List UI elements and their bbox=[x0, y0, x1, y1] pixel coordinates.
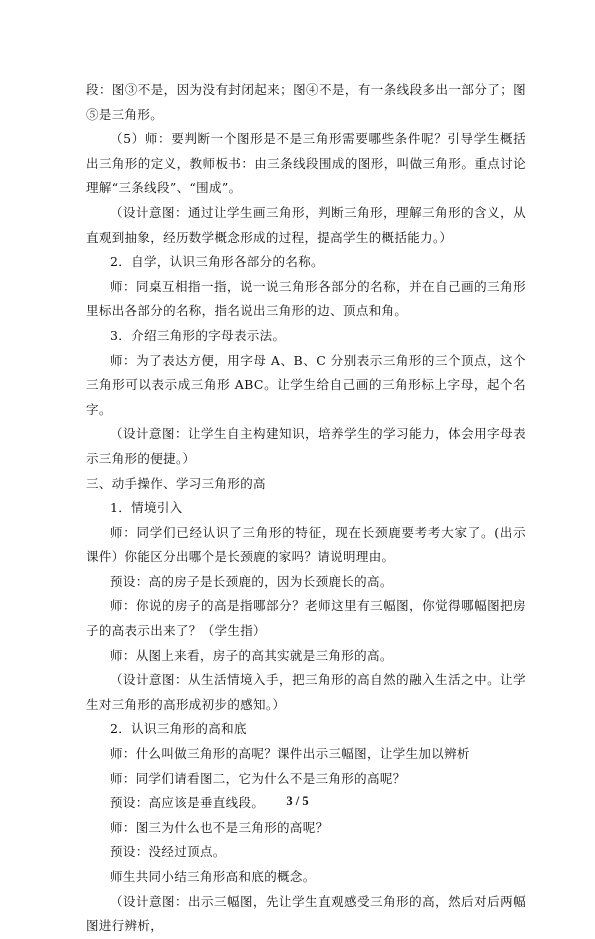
paragraph: （设计意图：让学生自主构建知识，培养学生的学习能力，体会用字母表示三角形的便捷。） bbox=[86, 426, 526, 466]
paragraph: 师生共同小结三角形高和底的概念。 bbox=[110, 869, 316, 884]
paragraph: （设计意图：从生活情境入手，把三角形的高自然的融入生活之中。让学生对三角形的高形成初步的感知。） bbox=[86, 672, 526, 712]
paragraph: 师：同学们已经认识了三角形的特征，现在长颈鹿要考考大家了。(出示课件）你能区分出哪个是长颈鹿的家吗？请说明理由。 bbox=[86, 524, 526, 565]
paragraph: 师：你说的房子的高是指哪部分？老师这里有三幅图，你觉得哪幅图把房子的高表示出来了？（学生指） bbox=[86, 598, 526, 639]
paragraph: 师：同桌互相指一指，说一说三角形各部分的名称，并在自己画的三角形里标出各部分的名称，指名说出三角形的边、顶点和角。 bbox=[86, 278, 526, 319]
paragraph: （设计意图：通过让学生画三角形，判断三角形，理解三角形的含义，从直观到抽象，经历数学概念形成的过程，提高学生的概括能力。） bbox=[86, 204, 526, 245]
paragraph: 2．自学，认识三角形各部分的名称。 bbox=[110, 254, 324, 270]
paragraph: 师：图三为什么也不是三角形的高呢？ bbox=[110, 819, 329, 835]
paragraph: 师：同学们请看图二，它为什么不是三角形的高呢？ bbox=[110, 770, 406, 786]
section-heading: 三、动手操作、学习三角形的高 bbox=[86, 475, 266, 491]
paragraph: 3．介绍三角形的字母表示法。 bbox=[110, 327, 286, 343]
paragraph: 2．认识三角形的高和底 bbox=[110, 721, 247, 737]
document-body bbox=[86, 78, 526, 939]
paragraph: 师：从图上来看，房子的高其实就是三角形的高。 bbox=[110, 647, 393, 663]
paragraph: （设计意图：出示三幅图，先让学生直观感受三角形的高，然后对后两幅图进行辨析， bbox=[86, 893, 526, 934]
paragraph: 预设：没经过顶点。 bbox=[110, 844, 226, 860]
paragraph: （5）师：要判断一个图形是不是三角形需要哪些条件呢？引导学生概括出三角形的定义，教师板书：由三条线段围成的图形，叫做三角形。重点讨论理解“三条线段”、“围成”。 bbox=[86, 131, 526, 196]
page-number: 3 / 5 bbox=[286, 794, 309, 808]
paragraph: 段：图③不是，因为没有封闭起来；图④不是，有一条线段多出一部分了；图⑤是三角形。 bbox=[86, 82, 526, 122]
paragraph: 预设：高应该是垂直线段。 bbox=[110, 795, 265, 811]
paragraph: 预设：高的房子是长颈鹿的，因为长颈鹿长的高。 bbox=[110, 573, 393, 589]
paragraph: 师：什么叫做三角形的高呢？课件出示三幅图，让学生加以辨析 bbox=[110, 746, 470, 762]
paragraph: 师：为了表达方便，用字母 A、B、C 分别表示三角形的三个顶点，这个三角形可以表示成三角形 ABC。让学生给自己画的三角形标上字母，起个名字。 bbox=[86, 352, 526, 417]
paragraph: 1．情境引入 bbox=[110, 500, 183, 516]
